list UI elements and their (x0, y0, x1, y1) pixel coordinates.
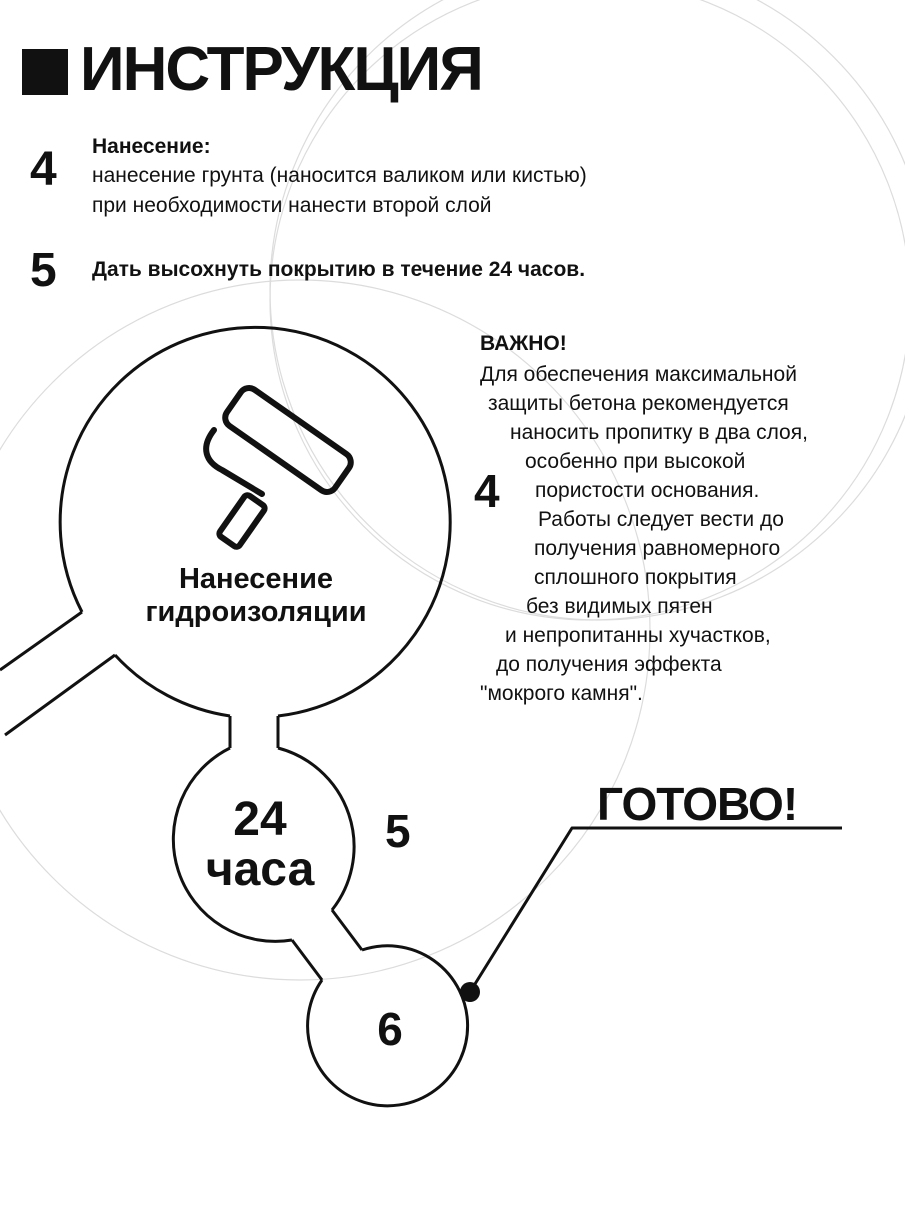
step-5-heading: Дать высохнуть покрытию в течение 24 часов. (92, 258, 586, 281)
diagram-step-6-label: 6 (377, 1003, 403, 1055)
step-number-4: 4 (30, 143, 57, 196)
important-line-1: Для обеспечения максимальной (480, 363, 797, 386)
step-number-5: 5 (30, 244, 57, 297)
done-label: ГОТОВО! (597, 778, 798, 830)
diagram-step-5-label: 5 (385, 805, 411, 857)
important-heading: ВАЖНО! (480, 332, 567, 355)
important-line-6: Работы следует вести до (538, 508, 784, 531)
diagram-step-4-label: 4 (474, 465, 500, 517)
title-marker (22, 49, 68, 95)
important-line-5: пористости основания. (535, 479, 760, 502)
important-line-11: до получения эффекта (496, 653, 722, 676)
important-line-12: "мокрого камня". (480, 682, 643, 705)
important-line-10: и непропитанны хучастков, (505, 624, 771, 647)
important-line-3: наносить пропитку в два слоя, (510, 421, 808, 444)
main-circle-label: Нанесение гидроизоляции (145, 563, 367, 628)
important-line-9: без видимых пятен (526, 595, 713, 618)
paint-roller-icon (206, 384, 355, 548)
drying-time-value: 24 (233, 793, 287, 846)
page-title: ИНСТРУКЦИЯ (80, 35, 482, 104)
drying-time-label (180, 795, 340, 895)
step-4-line-1: нанесение грунта (наносится валиком или кистью) (92, 164, 587, 187)
important-line-8: сплошного покрытия (534, 566, 737, 589)
connection-dot (460, 982, 480, 1002)
important-line-4: особенно при высокой (525, 450, 746, 473)
drying-time-unit: часа (205, 843, 315, 896)
important-line-7: получения равномерного (534, 537, 781, 560)
step-4-heading: Нанесение: (92, 135, 211, 158)
step-4-line-2: при необходимости нанести второй слой (92, 194, 492, 217)
important-line-2: защиты бетона рекомендуется (488, 392, 789, 415)
